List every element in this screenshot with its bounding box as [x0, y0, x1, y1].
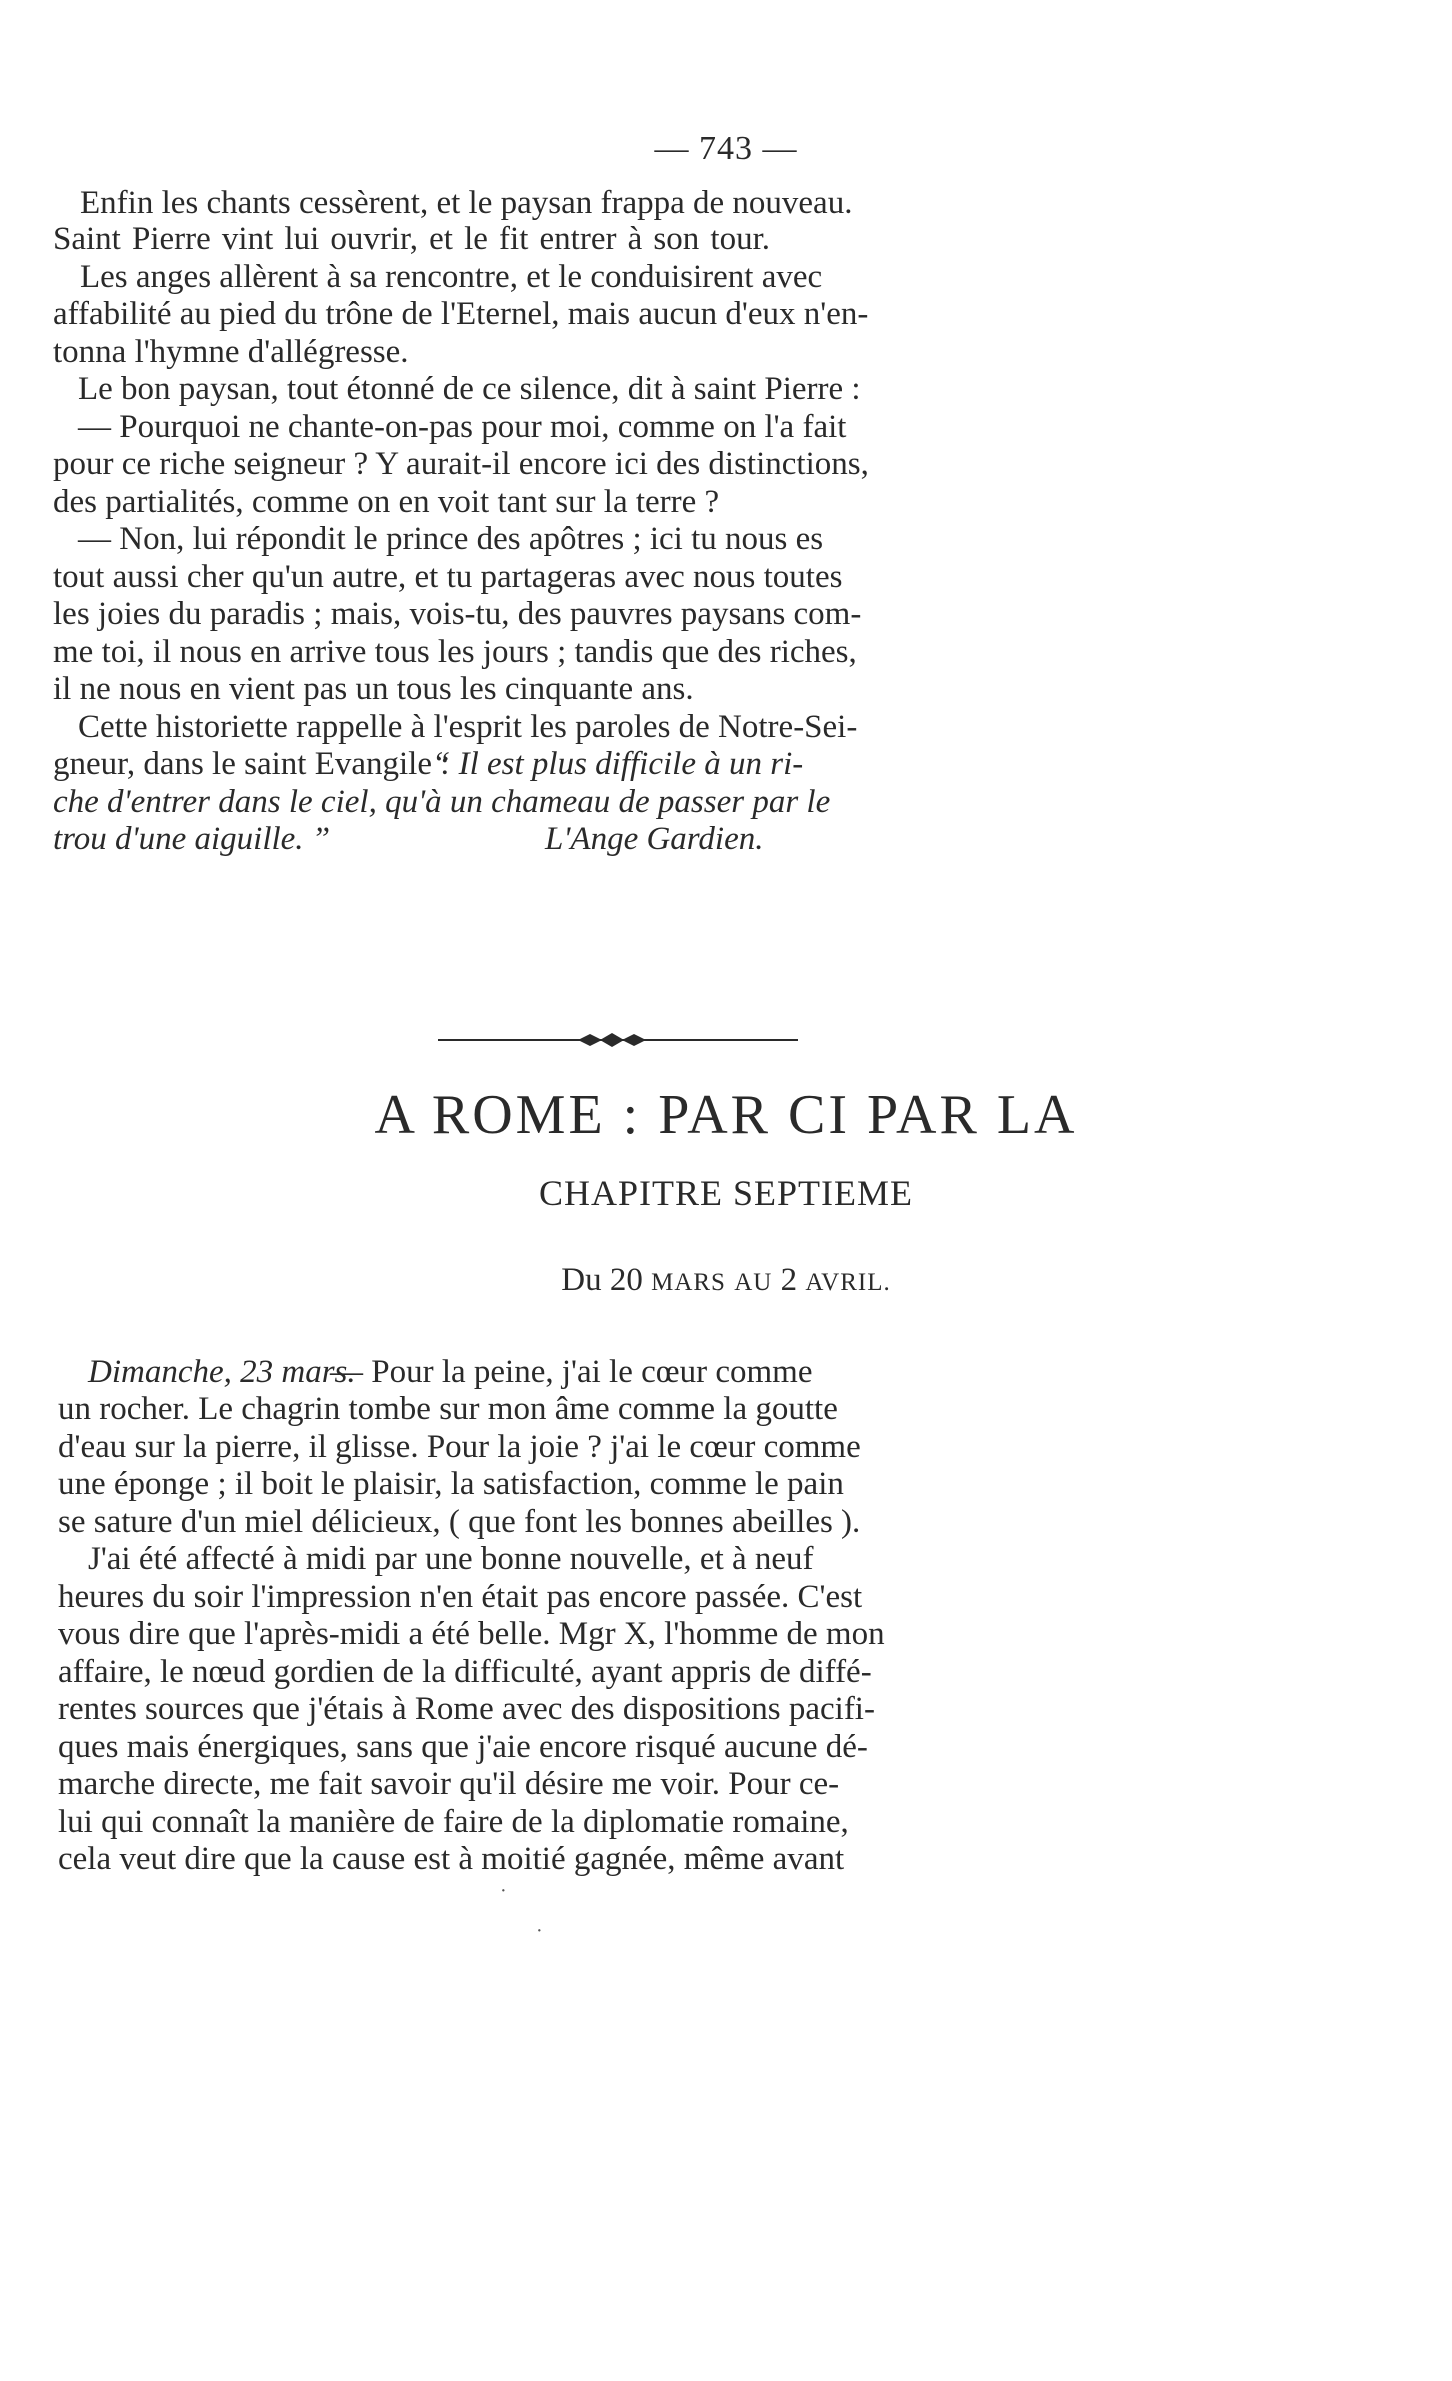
- article-line: J'ai été affecté à midi par une bonne nouvelle, et à neuf: [88, 1541, 814, 1577]
- scan-speck: ·: [500, 1880, 507, 1902]
- story-line: — Pourquoi ne chante-on-pas pour moi, comme on l'a fait: [78, 409, 847, 445]
- date-du: Du: [561, 1262, 602, 1298]
- story-line: Le bon paysan, tout étonné de ce silence, dit à saint Pierre :: [78, 371, 861, 407]
- story-line: Enfin les chants cessèrent, et le paysan frappa de nouveau.: [80, 185, 853, 221]
- ornament-divider: [438, 1030, 798, 1050]
- article-line: lui qui connaît la manière de faire de la diplomatie romaine,: [58, 1804, 849, 1840]
- quote-line: “ Il est plus difficile à un ri-: [432, 746, 804, 782]
- date-au: AU: [734, 1269, 773, 1296]
- signature: L'Ange Gardien.: [545, 821, 764, 857]
- story-line: me toi, il nous en arrive tous les jours ; tandis que des riches,: [53, 634, 857, 670]
- story-line: il ne nous en vient pas un tous les cinquante ans.: [53, 671, 694, 707]
- entry-date: Dimanche, 23 mars.: [88, 1354, 356, 1390]
- date-to-num: 2: [780, 1262, 798, 1298]
- date-mars: MARS: [651, 1269, 726, 1296]
- story-line: Cette historiette rappelle à l'esprit les paroles de Notre-Sei-: [78, 709, 858, 745]
- story-line: des partialités, comme on en voit tant sur la terre ?: [53, 484, 720, 520]
- article-line: se sature d'un miel délicieux, ( que font les bonnes abeilles ).: [58, 1504, 861, 1540]
- article-line: un rocher. Le chagrin tombe sur mon âme comme la goutte: [58, 1391, 838, 1427]
- article-line: rentes sources que j'étais à Rome avec des dispositions pacifi-: [58, 1691, 875, 1727]
- story-line: Les anges allèrent à sa rencontre, et le conduisirent avec: [80, 259, 823, 295]
- story-line: les joies du paradis ; mais, vois-tu, des pauvres paysans com-: [53, 596, 862, 632]
- story-line: affabilité au pied du trône de l'Eternel, mais aucun d'eux n'en-: [53, 296, 869, 332]
- page-number: — 743 —: [654, 130, 798, 167]
- story-line: gneur, dans le saint Evangile :: [53, 746, 450, 782]
- article-line: d'eau sur la pierre, il glisse. Pour la joie ? j'ai le cœur comme: [58, 1429, 861, 1465]
- quote-line: trou d'une aiguille. ”: [53, 821, 331, 857]
- story-line: pour ce riche seigneur ? Y aurait-il encore ici des distinctions,: [53, 446, 869, 482]
- quote-line: che d'entrer dans le ciel, qu'à un chameau de passer par le: [53, 784, 831, 820]
- article-line: — Pour la peine, j'ai le cœur comme: [330, 1354, 813, 1390]
- article-line: marche directe, me fait savoir qu'il désire me voir. Pour ce-: [58, 1766, 840, 1802]
- story-line: tout aussi cher qu'un autre, et tu partageras avec nous toutes: [53, 559, 843, 595]
- article-line: vous dire que l'après-midi a été belle. Mgr X, l'homme de mon: [58, 1616, 885, 1652]
- story-line: tonna l'hymne d'allégresse.: [53, 334, 409, 370]
- story-line: — Non, lui répondit le prince des apôtres ; ici tu nous es: [78, 521, 824, 557]
- article-title: A ROME : PAR CI PAR LA: [374, 1084, 1078, 1146]
- article-line: ques mais énergiques, sans que j'aie encore risqué aucune dé-: [58, 1729, 868, 1765]
- scan-speck: ·: [536, 1920, 543, 1942]
- date-avril: AVRIL.: [805, 1269, 891, 1296]
- date-from-num: 20: [609, 1262, 643, 1298]
- chapter-heading: CHAPITRE SEPTIEME: [538, 1173, 913, 1213]
- story-line: Saint Pierre vint lui ouvrir, et le fit entrer à son tour.: [53, 221, 770, 257]
- article-line: heures du soir l'impression n'en était pas encore passée. C'est: [58, 1579, 863, 1615]
- date-range: [0, 1262, 1452, 1299]
- article-line: cela veut dire que la cause est à moitié gagnée, même avant: [58, 1841, 845, 1877]
- article-line: affaire, le nœud gordien de la difficulté, ayant appris de diffé-: [58, 1654, 872, 1690]
- article-line: une éponge ; il boit le plaisir, la satisfaction, comme le pain: [58, 1466, 844, 1502]
